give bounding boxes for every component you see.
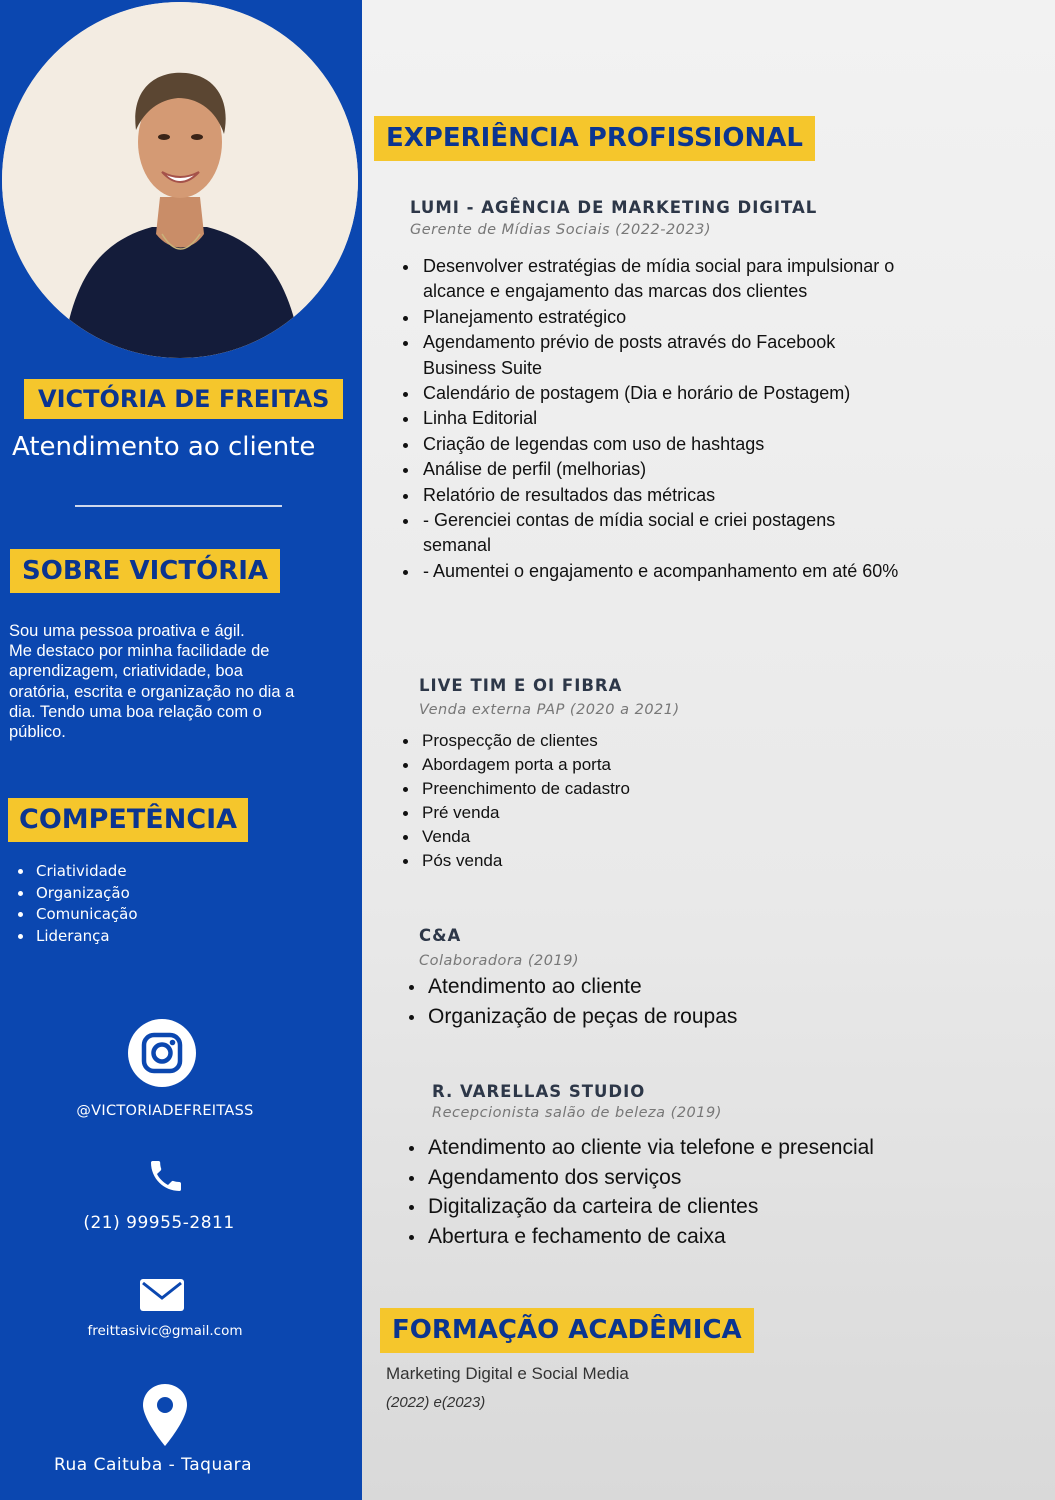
name-badge: VICTÓRIA DE FREITAS (24, 379, 343, 419)
list-item: Preenchimento de cadastro (399, 777, 799, 801)
list-item: Linha Editorial (399, 406, 959, 431)
list-item: - Aumentei o engajamento e acompanhamento em até 60% (399, 559, 959, 584)
job-bullets (399, 729, 799, 874)
phone-number[interactable]: (21) 99955-2811 (83, 1213, 235, 1233)
job-role: Gerente de Mídias Sociais (2022-2023) (410, 222, 712, 238)
education-course: Marketing Digital e Social Media (386, 1364, 629, 1383)
education-years: (2022) e(2023) (386, 1394, 486, 1411)
list-item: Pós venda (399, 849, 799, 873)
job-role-title: Atendimento ao cliente (12, 432, 316, 462)
job-bullets (404, 1133, 964, 1251)
about-heading: SOBRE VICTÓRIA (10, 549, 280, 593)
experience-heading: EXPERIÊNCIA PROFISSIONAL (374, 116, 815, 161)
profile-photo-illustration (2, 2, 358, 358)
education-heading: FORMAÇÃO ACADÊMICA (380, 1308, 754, 1353)
phone-icon (146, 1156, 186, 1196)
job-company: LIVE TIM E OI FIBRA (419, 676, 623, 695)
job-bullets (399, 254, 959, 584)
list-item: - Gerenciei contas de mídia social e criei postagens semanal (399, 508, 959, 559)
skill-item: Liderança (16, 926, 138, 948)
profile-photo (2, 2, 358, 358)
email-address[interactable]: freittasivic@gmail.com (87, 1323, 243, 1339)
job-role: Recepcionista salão de beleza (2019) (432, 1105, 722, 1121)
list-item: Prospecção de clientes (399, 729, 799, 753)
list-item: Organização de peças de roupas (404, 1002, 964, 1032)
skill-item: Comunicação (16, 904, 138, 926)
skill-item: Organização (16, 883, 138, 905)
list-item: Atendimento ao cliente via telefone e presencial (404, 1133, 964, 1163)
list-item: Criação de legendas com uso de hashtags (399, 432, 959, 457)
list-item: Venda (399, 825, 799, 849)
list-item: Agendamento prévio de posts através do Facebook Business Suite (399, 330, 959, 381)
address: Rua Caituba - Taquara (53, 1455, 253, 1475)
job-company: C&A (419, 926, 462, 945)
list-item: Relatório de resultados das métricas (399, 483, 959, 508)
list-item: Desenvolver estratégias de mídia social para impulsionar o alcance e engajamento das marcas dos clientes (399, 254, 959, 305)
list-item: Digitalização da carteira de clientes (404, 1192, 964, 1222)
list-item: Planejamento estratégico (399, 305, 959, 330)
list-item: Abertura e fechamento de caixa (404, 1222, 964, 1252)
job-role: Colaboradora (2019) (419, 953, 580, 969)
instagram-handle[interactable]: @VICTORIADEFREITASS (76, 1103, 254, 1119)
mail-icon (140, 1279, 184, 1311)
divider (75, 505, 282, 507)
location-icon (143, 1384, 187, 1446)
list-item: Agendamento dos serviços (404, 1163, 964, 1193)
job-company: LUMI - AGÊNCIA DE MARKETING DIGITAL (410, 198, 818, 217)
skills-list (16, 861, 138, 948)
list-item: Análise de perfil (melhorias) (399, 457, 959, 482)
list-item: Atendimento ao cliente (404, 972, 964, 1002)
list-item: Calendário de postagem (Dia e horário de Postagem) (399, 381, 959, 406)
sidebar (0, 0, 362, 1500)
job-role: Venda externa PAP (2020 a 2021) (419, 702, 680, 718)
job-company: R. VARELLAS STUDIO (432, 1082, 646, 1101)
about-text: Sou uma pessoa proativa e ágil. Me destaco por minha facilidade de aprendizagem, criatividade, boa oratória, escrita e organização no dia a dia. Tendo uma boa relação com o público. (9, 622, 295, 742)
skills-heading: COMPETÊNCIA (8, 798, 248, 842)
instagram-icon[interactable] (128, 1019, 196, 1087)
list-item: Pré venda (399, 801, 799, 825)
list-item: Abordagem porta a porta (399, 753, 799, 777)
job-bullets (404, 972, 964, 1031)
skill-item: Criatividade (16, 861, 138, 883)
